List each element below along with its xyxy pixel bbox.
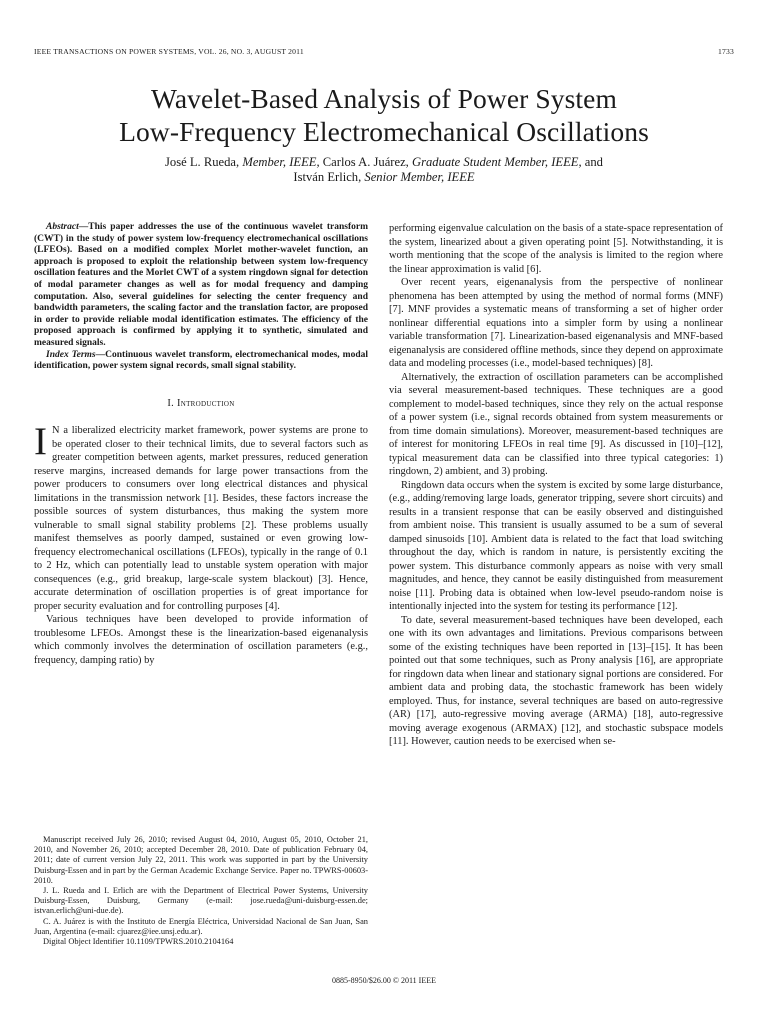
left-column [34,222,368,667]
author-line-1 [0,155,768,170]
author-1-name: José L. Rueda, [165,155,240,169]
index-terms-text: Continuous wavelet transform, electromechanical modes, modal identification, power system signal records, small signal stability. [34,349,368,372]
page-number: 1733 [718,47,734,56]
abstract [34,222,368,350]
right-column [389,222,723,749]
author-line-2 [0,170,768,185]
title-line-2: Low-Frequency Electromechanical Oscillations [119,116,649,147]
running-header [34,47,734,56]
journal-name: IEEE TRANSACTIONS ON POWER SYSTEMS, VOL. 26, NO. 3, AUGUST 2011 [34,47,304,56]
copyright-footer: 0885-8950/$26.00 © 2011 IEEE [332,976,436,985]
body-paragraph-1: performing eigenvalue calculation on the basis of a state-space representation of the system, linearized about a given operating point [5]. Notwithstanding, it is worth mentioning that the scope of the analysis is limited to the region where the linear approximation is valid [6]. [389,223,723,275]
paper-title [0,82,768,148]
intro-paragraph-1-text: N a liberalized electricity market framework, power systems are prone to be operated closer to their technical limits, due to several factors such as greater competition between agents, market pressures, reduced generation reserve margins, increased demands for large power transactions from the power producers to consumers over long electrical distances and physical limitations in the transmission network [1]. Besides, these factors increase the possible sources of system disturbances, thus making the system more vulnerable to small signal stability problems [2]. These problems usually manifest themselves as poorly damped, sustained or even growing low-frequency electromechanical oscillations (LFEOs), typically in the range of 0.1 to 2 Hz, which can potentially lead to unstable system operation with major consequences (e.g., grid breakup, large-scale system blackout) [3]. Hence, accurate determination of oscillation properties is of great importance for proper security evaluation and for controlling purposes [4]. [34,425,368,612]
body-paragraph-5: To date, several measurement-based techniques have been developed, each one with its own advantages and limitations. Previous comparisons between some of the existing techniques have been reported in [13]–[15]. It has been pointed out that some techniques, such as Prony analysis [16], are appropriate for ringdown data when linear and stationary signal portions are considered. For ambient data and probing data, the stochastic framework has been widely employed. Thus, for instance, several techniques are based on auto-regressive (AR) [17], auto-regressive moving average (ARMA) [18], auto-regressive moving average exogenous (ARMAX) [12], and stochastic subspace models [11]. However, caution needs to be exercised when se- [389,614,723,747]
footnote-doi: Digital Object Identifier 10.1109/TPWRS.2010.2104164 [43,937,234,947]
body-paragraph-3: Alternatively, the extraction of oscillation parameters can be accomplished via several measurement-based techniques. These techniques are a good complement to model-based techniques, since they rely on the actual response of a power system (i.e., signal records obtained from system measurements or from time domain simulations). Moreover, measurement-based techniques are of interest for monitoring LFEOs in real time [9]. As discussed in [10]–[12], typical measurement data can be classified into three typical categories: 1) ringdown, 2) ambient, and 3) probing. [389,371,723,477]
author-block [0,155,768,185]
body-paragraph-2: Over recent years, eigenanalysis from the perspective of nonlinear phenomena has been attempted by using the method of normal forms (MNF) [7]. MNF provides a systematic means of transforming a set of higher order nonlinear differential equations into a simpler form by using a nonlinear variable transformation [7]. Linearization-based eigenanalysis and MNF-based eigenanalysis are considered offline methods, since they depend on approximate data and modeling processes (i.e., model-based techniques) [8]. [389,277,723,369]
author-1-role: Member, IEEE, [242,155,320,169]
author-3-role: Senior Member, IEEE [364,170,475,184]
footnote-affiliation-1: J. L. Rueda and I. Erlich are with the Department of Electrical Power Systems, University Duisburg-Essen, Duisburg, Germany (e-mail: jose.rueda@uni-duisburg-essen.de; istvan.erlich@uni-due.de). [34,886,368,916]
index-terms-lead: Index Terms— [46,349,106,360]
section-heading-introduction [34,397,368,411]
footnote-manuscript: Manuscript received July 26, 2010; revised August 04, 2010, August 05, 2010, October 21, 2010, and November 26, 2010; accepted December 28, 2010. Date of publication February 04, 2011; date of current version July 22, 2011. This work was supported in part by the University Duisburg-Essen and in part by the German Academic Exchange Service. Paper no. TPWRS-00603-2010. [34,835,368,885]
author-and: and [584,155,603,169]
drop-cap: I [34,420,47,464]
intro-paragraph-1 [34,420,368,613]
author-3-name: István Erlich, [293,170,362,184]
footnotes [34,835,368,947]
abstract-lead: Abstract— [46,222,89,232]
abstract-text: This paper addresses the use of the continuous wavelet transform (CWT) in the study of power system low-frequency electromechanical oscillations (LFEOs). Based on a modified complex Morlet mother-wavelet function, an approach is proposed to exploit the relationship between system low-frequency oscillation features and the Morlet CWT of a system ringdown signal for detection of modal parameter changes as well as for modal frequency and damping computation. Also, several guidelines for selecting the center frequency and bandwidth parameters, the scaling factor and the translation factor, are proposed in order to provide reliable modal identification estimates. The efficiency of the proposed approach is confirmed by applying it to synthetic, simulated and measured signals. [34,222,368,348]
section-title: Introduction [176,397,235,409]
title-line-1: Wavelet-Based Analysis of Power System [151,83,617,114]
body-paragraph-4: Ringdown data occurs when the system is excited by some large disturbance, (e.g., adding/removing large loads, generator tripping, severe short circuits) and results in a transient response that can be easily observed and distinguished from ambient noise. This transient is usually assumed to be a sum of several damped sinusoids [10]. Ambient data is related to the fact that load switching throughout the day, which is random in nature, is persistently exciting the power system. This disturbance commonly appears as noise with very small magnitudes, and hence, they cannot be easily distinguished from measurement noise [11]. Probing data is obtained when low-level pseudo-random noise is intentionally injected into the system for testing its performance [12]. [389,479,723,612]
footnote-affiliation-2: C. A. Juárez is with the Instituto de Energía Eléctrica, Universidad Nacional de San Juan, San Juan, Argentina (e-mail: cjuarez@iee.unsj.edu.ar). [34,916,368,936]
author-2-role: Graduate Student Member, IEEE, [411,155,582,169]
intro-paragraph-2: Various techniques have been developed to provide information of troublesome LFEOs. Amongst these is the linearization-based eigenanalysis which commonly involves the determination of oscillation parameters (e.g., frequency, damping ratio) by [34,614,368,666]
author-2-name: Carlos A. Juárez, [322,155,409,169]
index-terms [34,350,368,373]
section-numeral: I. [167,397,175,409]
